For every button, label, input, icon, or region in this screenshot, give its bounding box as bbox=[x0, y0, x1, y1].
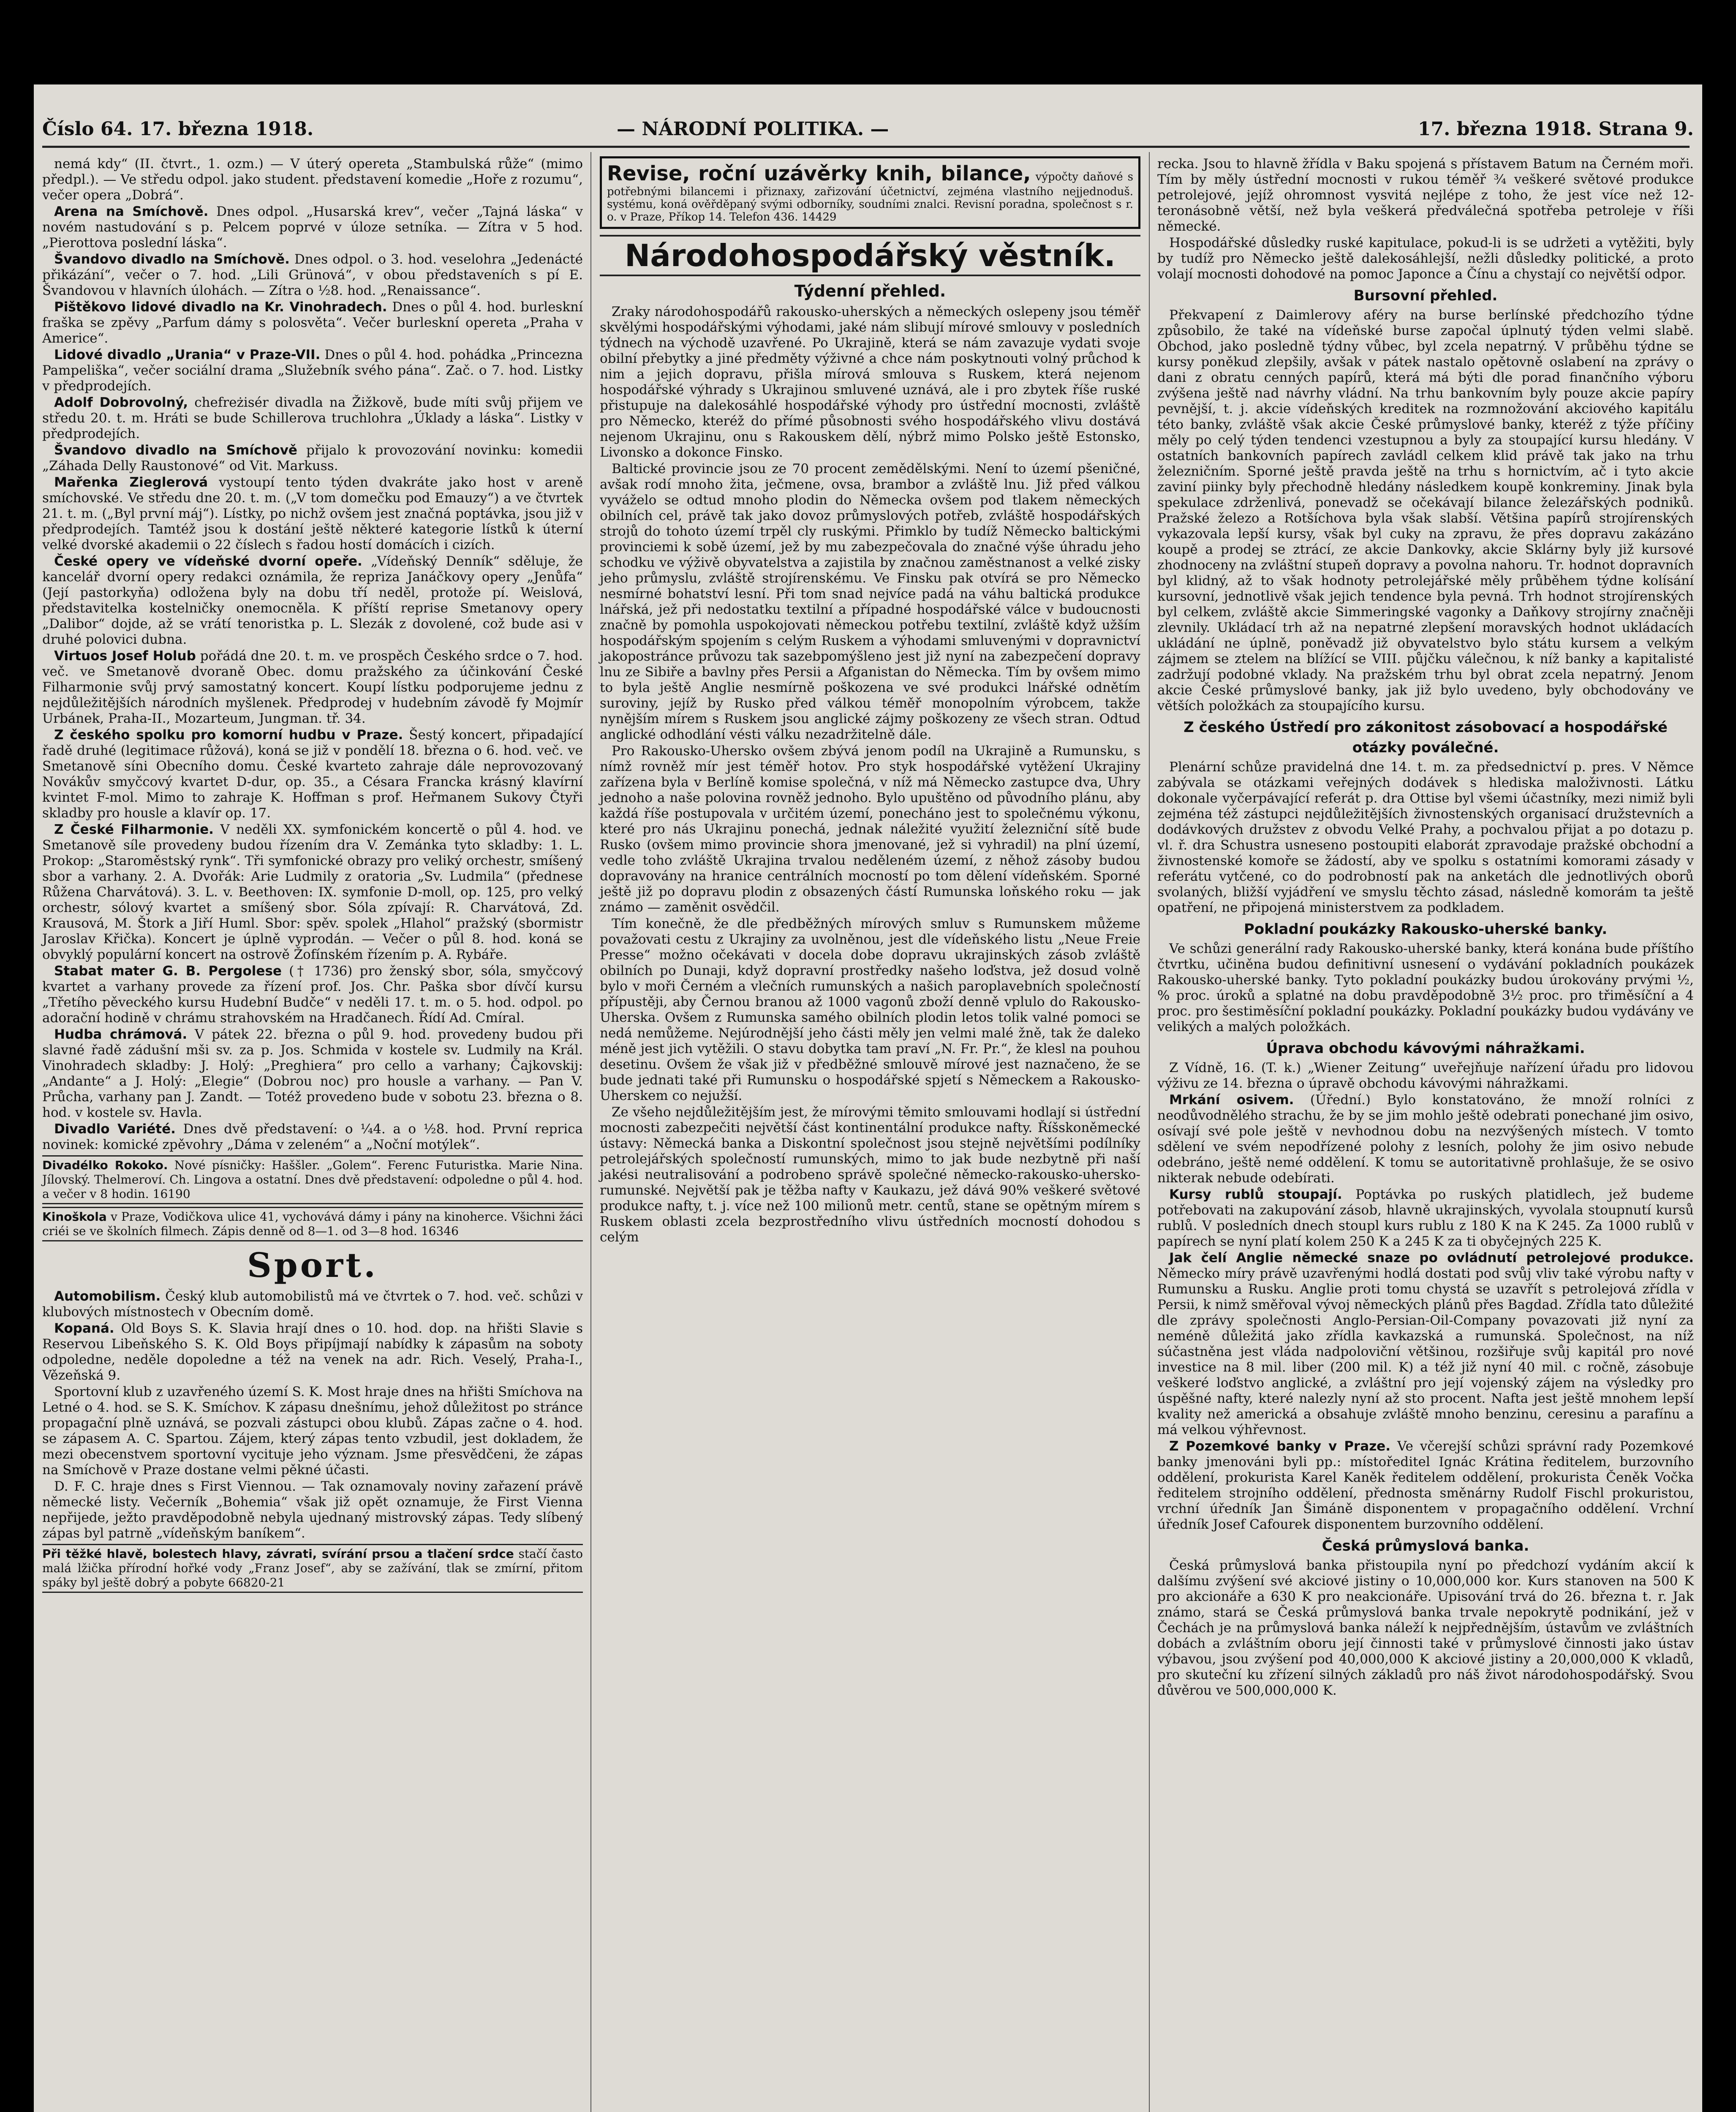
paragraph bbox=[42, 1027, 583, 1121]
item-heading: Z České Filharmonie. bbox=[54, 822, 214, 837]
column-divider bbox=[590, 152, 591, 2112]
item-text: chefreżisér divadla na Žižkově, bude míti svůj přijem ve středu 20. t. m. Hráti se bude Schillerova truchlohra „Úklady a láska“. Listky v předprodejích. bbox=[42, 395, 583, 441]
ad-heading: Divadélko Rokoko. bbox=[42, 1158, 168, 1172]
paragraph bbox=[42, 475, 583, 553]
item-heading: Stabat mater G. B. Pergolese bbox=[54, 963, 282, 979]
paragraph bbox=[42, 443, 583, 474]
item-heading: Kopaná. bbox=[54, 1321, 114, 1336]
item-heading: Jak čelí Anglie německé snaze po ovládnutí petrolejové produkce. bbox=[1169, 1250, 1694, 1266]
section-heading: Z českého Ústředí pro zákonitost zásobovací a hospodářské otázky poválečné. bbox=[1184, 719, 1668, 756]
ad-heading: Kinoškola bbox=[42, 1210, 107, 1224]
section-subtitle: Týdenní přehled. bbox=[794, 282, 946, 300]
paragraph bbox=[42, 648, 583, 727]
item-heading: Švandovo divadlo na Smíchově bbox=[54, 443, 297, 458]
item-heading: Mrkání osivem. bbox=[1169, 1092, 1294, 1108]
item-text: Old Boys S. K. Slavia hrají dnes o 10. hod. dop. na hřišti Slavie s Reservou Libeňského S. K. Old Boys připíjmají nabídky k zápasům na soboty odpoledne, neděle dopoledne a též na venek na adr. Rich. Veselý, Praha-I., Vězeňská 9. bbox=[42, 1321, 583, 1383]
paragraph bbox=[42, 727, 583, 821]
item-heading: Adolf Dobrovolný, bbox=[54, 395, 188, 410]
paragraph bbox=[1157, 1439, 1694, 1532]
item-text: Dnes o půl 4. hod. pohádka „Princezna Pampeliška“, večer sociální drama „Služebník svého pána“. Zač. o 7. hod. Listky v předprodejích. bbox=[42, 347, 583, 394]
paragraph bbox=[42, 554, 583, 648]
paragraph: Ze všeho nejdůležitějším jest, že mírovými těmito smlouvami hodlají si ústřední mocnosti zabezpečiti největší část kontinentální produkce nafty. Říšskoněmecké ústavy: Německá banka a Diskontní společnost jsou stejně největšími podílníky petrolejářských společností rumunských, mimo to jak bude nezbytně při naší jakési neutralisování a podrobeno správě společné německo-rakousko-uhersko-rumunské. Největší pak je těžba nafty v Kaukazu, jež dává 90% veškeré světové produkce nafty, t. j. více než 100 milionů metr. centů, stane se opětným mírem s Ruskem oblasti zcela bezprostředního vlivu ústředních mocností dohodou s celým bbox=[600, 1105, 1140, 1245]
paragraph: Překvapení z Daimlerovy aféry na burse berlínské předchozího týdne způsobilo, že také na vídeňské burse započal úplnutý týden velmi slabě. Obchod, jako posledně týdny vůbec, byl zcela nepatrný. V průběhu týdne se kursy poněkud zlepšily, avšak v pátek nastalo opětovně oslabení na zprávy o dani z obratu cenných papírů, která má býti dle porad finančního výboru zvýšena ještě nad návrhy vládní. Na trhu bankovním byly pouze akcie papíry pevnější, t. j. akcie vídeňských kreditek na rozmnožování akciového kapitálu této banky, zvláště však akcie České průmyslové banky, kteréž z týže příčiny měly po celý týden tendenci vzestupnou a byly za stoupající kursu hledány. V ostatních bankovních papírech zavládl celkem klid právě tak jako na trhu železničním. Sporné ještě pravda ještě na trhu s hornictvím, ač i tyto akcie zaviní piinky byly přechodně hledány následkem koupě konkreminy. Jinak byla spekulace zdrženlivá, ponevadž se očekávají bilance železářských podniků. Pražské železo a Rotšíchova byla však slabší. Většina papírů strojírenských vykazovala lepší kursy, však byl cuky na zpravu, že přes dopravu zakázáno koupě a prodej se ztrácí, ze akcie Dankovky, akcie Sklárny byly již kursové zhodnoceny na zvláštní stupeň dopravy a povolna nahoru. Tr. hodnot dopravních byl klidný, až to však hodnoty petrolejářské měly průběhem týdne kolísání kursovní, jednotlivě však jejich tendence byla pevná. Trh hodnot strojírenských byl celkem, zvláště akcie Simmeringské vagonky a Daňkovy strojírny značněji zlevnily. Ukládací trh až na nepatrné zlepšení moravských hodnot ukládacích ukládání ne úplně, poněvadž již obyvatelstvo bylo státu kursem a velkým zájmem se ztelem na blížící se VIII. půjčku válečnou, k níž banky a kapitalisté zadržují podobné vklady. Na pražském trhu byl obrat zcela nepatrný. Jenom akcie České průmyslové banky, jak již bylo uvedeno, byly obchodovány ve větších položkách za stoupajícího kursu. bbox=[1157, 308, 1694, 713]
item-text: Německo míry právě uzavřenými hodlá dostati pod svůj vliv také výrobu nafty v Rumunsku a Rusku. Anglie proti tomu chystá se uzavřít s petrolejová zřídla v Persii, k nimž směřoval vývoj německých plánů přes Bagdad. Zřídla tato důležité dle zprávy společnosti Anglo-Persian-Oil-Company povazovati již nyní za neméně důležitá jako zřídla kavkazská a rumunská. Společnost, na níž súčastněna jest vláda nadpoloviční většinou, rozšiřuje svůj kapitál pro nové investice na 8 mil. liber (200 mil. K) a též již nyní 40 mil. c ročně, zásobuje veškeré loďstvo anglické, a zvláštní pro její vojenský zájem na výsledky pro úspěšné nafty, které nalezly nyní až sto procent. Nafta jest ještě mnohem lepší kvality než americká a obsahuje zvláště mnoho benzinu, ceresinu a parafínu a má velkou výhřevnost. bbox=[1157, 1266, 1694, 1437]
section-heading: Bursovní přehled. bbox=[1353, 287, 1498, 304]
column-divider bbox=[1149, 152, 1150, 2112]
section-heading: Pokladní poukázky Rakousko-uherské banky. bbox=[1243, 921, 1608, 938]
paragraph bbox=[42, 395, 583, 442]
paragraph: Hospodářské důsledky ruské kapitulace, pokud-li is se udržeti a vytěžiti, byly by tudíž pro Německo ještě dalekosáhlejší, nežli důsledky politické, a proto volají mocnosti dohodové na pomoc Japonce a Čínu a chystají co největší odpor. bbox=[1157, 235, 1694, 282]
ad-heading: Při těžké hlavě, bolestech hlavy, závrati, svírání prsou a tlačení srdce bbox=[42, 1547, 514, 1561]
item-heading: České opery ve vídeňské dvorní opeře. bbox=[54, 554, 362, 569]
section-heading: Česká průmyslová banka. bbox=[1322, 1538, 1529, 1554]
paragraph: Sportovní klub z uzavřeného území S. K. Most hraje dnes na hřišti Smíchova na Letné o 4. hod. se S. K. Smíchov. K zápasu dnešnímu, jehož důležitost po stránce propagační plně uznává, se pozvali zástupci obou klubů. Zápas začne o 4. hod. se zápasem A. C. Spartou. Zájem, který zápas tento vzbudil, jest dokladem, že mezi obecenstvem sportovní vycituje jeho význam. Jsme přesvědčeni, že zápas na Smíchově v Praze dostane velmi pěkné účasti. bbox=[42, 1384, 583, 1478]
item-text: Dnes dvě představení: o ¼4. a o ½8. hod. První repriса novinek: komické zpěvohry „Dáma v zeleném“ a „Noční motýlek“. bbox=[42, 1121, 583, 1152]
item-heading: Hudba chrámová. bbox=[54, 1027, 188, 1042]
paragraph: Ve schůzi generální rady Rakousko-uherské banky, která konána bude příštího čtvrtku, učiněna budou definitivní usnesení o vydávání pokladních poukázek Rakousko-uherské banky. Tyto pokladní poukázky budou úrokovány prvými ½, % proc. úroků a splatné na dobu pravděpodobně 3½ proc. pro třiměsíční a 4 proc. pro šestiměsíční pokladní poukázky. Pokladní poukázky budou vydávány ve velikých a malých položkách. bbox=[1157, 941, 1694, 1034]
paragraph bbox=[42, 1321, 583, 1383]
paragraph: D. F. C. hraje dnes s First Viennou. — Tak oznamovaly noviny zařazení právě německé listy. Večerník „Bohemia“ však již opět oznamuje, že First Vienna nepřijede, ježto pravděpodobně nebyla ujednaný mistrovský zápas. Tedy slíbený zápas byl patrně „vídeňským baníkem“. bbox=[42, 1479, 583, 1541]
paragraph bbox=[42, 299, 583, 346]
paragraph: recka. Jsou to hlavně žřídla v Baku spojená s přístavem Batum na Černém moři. Tím by měly ústřední mocnosti v rukou téměř ¾ veškeré světové produkce petrolejové, jejíž ohromnost vysvitá nejlépe z toho, že jest více než 12-teronásobně větší, než byla veškerá předválečná spotřeba petroleje v říši německé. bbox=[1157, 156, 1694, 234]
item-text: pořádá dne 20. t. m. ve prospěch Českého srdce o 7. hod. več. ve Smetanově dvoraně Obec. domu pražského za účinkování České Filharmonie svůj prvý samostatný koncert. Koupí lístku podporujeme jednu z nejdůležitějších národních myšlenek. Předprodej v hudebním závodě fy Mojmír Urbánek, Praha-II., Mozarteum, Jungman. tř. 34. bbox=[42, 648, 583, 726]
paragraph bbox=[42, 963, 583, 1026]
item-heading: Lidové divadlo „Urania“ v Praze-VII. bbox=[54, 347, 321, 362]
column-right bbox=[1157, 156, 1694, 1699]
paragraph: Pro Rakousko-Uhersko ovšem zbývá jenom podíl na Ukrajině a Rumunsku, s nímž rovněž mír jest téměř hotov. Pro styk hospodářské vytěžení Ukrajiny zařízena byla v Berlíně komise společná, v níž má Německo zastupce dva, Uhry jednoho a naše polovina rovněž jednoho. Bylo upuštěno od původního plánu, aby každá říše postupovala v určitém území, ponecháno jest to společnému výkonu, které pro nás Ukrajinu ponechá, jednak náležité využití železniční sítě bude Rusko (ovšem mimo provincie shora jmenované, jež si vyhradil) na plní území, vedle toho zvláště Ukrajina trvalou neděleném území, z něhož zásoby budou dopravovány na hranice centrálních mocností po tom dělení vídeňském. Sporné ještě již po dopravu plodin z obsazených částí Rumunska loňského roku — jak známo — zaměnit osvědčil. bbox=[600, 743, 1140, 915]
header-masthead: — NÁRODNÍ POLITIKA. — bbox=[617, 118, 889, 140]
page-header bbox=[42, 118, 1694, 148]
item-heading: Z českého spolku pro komorní hudbu v Praze. bbox=[54, 727, 403, 743]
paragraph bbox=[42, 822, 583, 963]
item-text: V pátek 22. března o půl 9. hod. provedeny budou při slavné řadě zádušní mši sv. za p. Jos. Schmida v kostele sv. Ludmily na Král. Vinohradech skladby: J. Holý: „Preghiera“ pro cello a varhany; Čajkovskij: „Andante“ a J. Holý: „Elegie“ (Dobrou noc) pro housle a varhany. — Pan V. Průcha, varhany pan J. Zandt. — Totéž provedeno bude v sobotu 23. března o 8. hod. v kostele sv. Havla. bbox=[42, 1027, 583, 1120]
paragraph bbox=[1157, 1187, 1694, 1249]
item-text: „Vídeňský Denník“ sděluje, že kancelář dvorní opery redakci oznámila, že repriza Janáčkovy opery „Jenůfa“ (Její pastorkyňa) odložena byly na dobu tří neděl, protože pí. Weislová, představitelka kostelničky onemocněla. K příští reprise Smetanovy opery „Dalibor“ dojde, až se vrátí tenoristka p. L. Slezák z dovolené, což bude asi v druhé polovici dubna. bbox=[42, 554, 583, 647]
item-heading: Arena na Smíchově. bbox=[54, 204, 209, 219]
column-middle bbox=[600, 156, 1140, 1246]
item-heading: Z Pozemkové banky v Praze. bbox=[1169, 1439, 1390, 1454]
paragraph: Plenární schůze pravidelná dne 14. t. m. za předsednictví p. pres. V Němce zabývala se otázkami veřejných dodávek s hlediska maloživnosti. Látku dokonale vyčerpávající referát p. dra Ottise byl všemi účastníky, mezi nimiž byli zejména též zástupci nejdůležitějších živnostenských organisací družstevních a dodávkových družstev z obvodu Velké Prahy, a pochvalou přijat a po dotazu p. vl. ř. dra Schustra usneseno postoupiti elaborát zpravodaje pražské obchodní a živnostenské komoře se žádostí, aby ve spolku s ostatními komorami zásady v referátu vytčené, co do podrobností pak na anketách dle jednotlivých oborů svolaných, bližší vyjádření ve smyslu těchto zásad, následně komorám ta ještě opatření, ne připojená ministerstvem za podkladem. bbox=[1157, 759, 1694, 915]
item-heading: Divadlo Variété. bbox=[54, 1121, 176, 1137]
ad-text: v Praze, Vodičkova ulice 41, vychovává dámy i pány na kinoherce. Všichni žáci criéi se ve školních filmech. Zápis denně od 8—1. od 3—8 hod. 16346 bbox=[42, 1210, 583, 1238]
paragraph: Česká průmyslová banka přistoupila nyní po předchozí vydáním akcií k dalšímu zvýšení své akciové jistiny o 10,000,000 kor. Kurs stanoven na 500 K pro akcionáře a 630 K pro neakcionáře. Upisování trvá do 26. března t. r. Jak známo, stará se Česká průmyslová banka trvale nepokrytě podnikání, jež v Čechách je na průmyslová banka náleží k nejpřednějším, ústavům ve zvláštních dobách a zvláštním oboru její činnosti také v průmyslové činnosti jako ústav výbavou, jsou zvýšení pod 40,000,000 K akciové jistiny a 20,000,000 K vkladů, pro skuteční ku zřízení silných základů pro náš život národohospodářský. Svou důvěrou ve 500,000,000 K. bbox=[1157, 1558, 1694, 1698]
item-heading: Mařenka Zieglerová bbox=[54, 475, 208, 490]
item-heading: Automobilism. bbox=[54, 1289, 161, 1304]
item-text: Šestý koncert, připadající řadě druhé (legitimace růžová), koná se již v pondělí 18. března o 6. hod. več. ve Smetanově síni Obecního domu. České kvarteto zahraje dále neprovozovaný Novákův smyčcový kvartet D-dur, op. 35., a Césara Francka krásný klavírní kvintet F-mol. Mimo to zahraje K. Hoffman s prof. Heřmanem Sukovy Čtyři skladby pro housle a klavír op. 17. bbox=[42, 727, 583, 821]
item-heading: Švandovo divadlo na Smíchově. bbox=[54, 252, 290, 267]
advertisement-box bbox=[600, 156, 1140, 229]
item-text: Dnes o půl 4. hod. burleskní fraška se zpěvy „Parfum dámy s polosvěta“. Večer burleskní opereta „Praha v Americe“. bbox=[42, 299, 583, 346]
paragraph: Tím konečně, že dle předběžných mírových smluv s Rumunskem můžeme považovati cestu z Ukrajiny za uvolněnou, jest dle vídeňského listu „Neue Freie Presse“ možno očekávati v docela dobe dopravu ukrajinských zásob zvláště obilních po Dunaji, když dopravní prostředky našeho loďstva, jež dosud volně bylo v moři Černém a vlečních rumunských a našich paroplavebních společností přípustěji, aby Černou branou až 1000 vagonů zboží denně vplulo do Rakousko-Uherska. Ovšem z Rumunska samého obilních plodin letos tolik valné pomoci se nedá nemůžeme. Nejúrodnější jeho části měly jen velmi malé žně, tak že daleko méně jest jich vytěžili. O stavu dobytka tam praví „N. Fr. Pr.“, že klesl na pouhou desetinu. Ovšem že však již v předběžné smlouvě mírové jest naznačeno, že se bude jednati také při Rumunsku o hospodářské spjetí s Německem a Rakousko-Uherskem co nejužší. bbox=[600, 916, 1140, 1103]
item-text: Ve včerejší schůzi správní rady Pozemkové banky jmenováni byli pp.: místoředitel Ignác Krátina ředitelem, burzovního oddělení, prokurista Karel Kaněk ředitelem oddělení, prokurista Čeněk Vočka ředitelem strojního oddělení, přednosta směnárny Rudolf Fischl prokuristou, vrchní úředník Jan Šimáně disponentem v propagačního oddělení. Vrchní úředník Josef Cafourek disponentem burzovního oddělení. bbox=[1157, 1439, 1694, 1532]
item-heading: Kursy rublů stoupají. bbox=[1169, 1187, 1342, 1202]
paragraph bbox=[42, 252, 583, 299]
ad-title: Revise, roční uzávěrky knih, bilance, bbox=[607, 162, 1031, 185]
section-heading: Úprava obchodu kávovými náhražkami. bbox=[1266, 1040, 1585, 1057]
section-title: Národohospodářský věstník. bbox=[600, 235, 1140, 276]
paragraph bbox=[42, 1289, 583, 1320]
advertisement bbox=[42, 1207, 583, 1241]
section-title-sport: Sport. bbox=[247, 1245, 378, 1285]
item-heading: Virtuos Josef Holub bbox=[54, 648, 196, 664]
paragraph bbox=[42, 204, 583, 251]
item-text: Dnes odpol. o 3. hod. veselohra „Jedenácté přikázání“, večer o 7. hod. „Lili Grünová“, v obou představeních s pí E. Švandovou v hlavních úlohách. — Zítra o ½8. hod. „Renaissance“. bbox=[42, 252, 583, 298]
item-text: († 1736) pro ženský sbor, sóla, smyčcový kvartet a varhany provede za řízení prof. Jos. Chr. Paška sbor dívčí kursu „Třetího pěveckého kursu Hudební Budče“ v neděli 17. t. m. o 5. hod. odpol. po adorační hodině v chrámu strahovském na Hradčanech. Řídí Ad. Cmíral. bbox=[42, 963, 583, 1026]
paragraph bbox=[42, 1121, 583, 1153]
paragraph: Baltické provincie jsou ze 70 procent zemědělskými. Není to území pšeničné, avšak rodí mnoho žita, ječmene, ovsa, brambor a zvláště lnu. Již před válkou vyváželo se odtud mnoho plodin do Německa ovšem pod tlakem německých obilních cel, právě tak jako dovoz průmyslových potřeb, zvláště hospodářských strojů do tohoto území trpěl cly ruskými. Přimklo by tudíž Německo baltickými provinciemi k sobě území, jež by mu zabezpečovala do značné výše úhradu jeho schodku ve výživě obyvatelstva a zajistila by značnou zaměstnanost a velké zisky jeho průmyslu, zvláště strojírenskému. Ve Finsku pak otvírá se pro Německo nesmírné bohatství lesní. Při tom snad nejvíce padá na váhu baltická produkce lnářská, jež při nedostatku textilní a případné hospodářské válce v budoucnosti značně by pomohla uspokojovati německou potřebu textilní, zvláště když užším hospodářským spojením s celým Ruskem a výhodami smluvenými v dopravnictví jakopostránce průvozu tak sazebpomýšleno jest již nyní na zabezpečení dopravy lnu ze Sibiře a bavlny přes Persii a Afganistan do Německa. Tím by ovšem mimo to byla ještě Anglie nesmírně poškozena ve své produkci lnářské odnětím suroviny, jejíž by Rusko před válkou téměř monopolním výrobcem, takže nynějším mírem s Ruskem jsou anglické zájmy poškozeny ze všech stran. Odtud anglické odhodlání vésti válku nezadržitelně dále. bbox=[600, 461, 1140, 742]
item-text: (Úřední.) Bylo konstatováno, že množí rolníci z neodůvodnělého strachu, že by se jim mohlo ještě odebrati ponechané jim osivo, osívají své pole ještě v nevhodnou dobu na nezvýšených místech. V tomto sdělení ve svém nepodřízené polohy z lesních, polohy že jim osivo nebude odebráno, ještě nemé oddělení. K tomu se autoritativně prohlašuje, že se osivo nikterak nebude odebírati. bbox=[1157, 1092, 1694, 1186]
header-rule bbox=[42, 146, 1690, 148]
item-text: Český klub automobilistů má ve čtvrtek o 7. hod. več. schůzi v klubových místnostech v Obecním domě. bbox=[42, 1289, 583, 1320]
item-text: Dnes odpol. „Husarská krev“, večer „Tajná láska“ v novém nastudování s p. Pelcem poprvé v úloze setníka. — Zítra v 5 hod. „Pierottova poslední láska“. bbox=[42, 204, 583, 250]
paragraph bbox=[42, 347, 583, 394]
paragraph bbox=[1157, 1250, 1694, 1438]
ad-text: Nové písničky: Haššler. „Golem“. Ferenc Futuristka. Marie Nina. Jílovský. Thelmeroví. Ch. Lingova a ostatní. Dnes dvě představení: odpoledne o půl 4. hod. a večer v 8 hodin. 16190 bbox=[42, 1158, 583, 1201]
item-heading: Pištěkovo lidové divadlo na Kr. Vinohradech. bbox=[54, 299, 387, 315]
header-issue: Číslo 64. 17. března 1918. bbox=[42, 118, 314, 140]
paragraph: nemá kdy“ (II. čtvrt., 1. ozm.) — V úterý opereta „Stambulská růže“ (mimo předpl.). — Ve středu odpol. jako student. představení komedie „Hoře z rozumu“, večer opera „Dobrá“. bbox=[42, 156, 583, 203]
item-text: Poptávka po ruských platidlech, jež budeme potřebovati na zakupování zásob, hlavně ukrajinských, vyvolala stoupnutí kursů rublů. V posledních dnech stoupl kurs rublu z 180 K na K 245. Za 1000 rublů v papírech se nyní platí kolem 250 K a 245 K za ti obyčejných 225 K. bbox=[1157, 1187, 1694, 1249]
paragraph: Zraky národohospodářů rakousko-uherských a německých oslepeny jsou téměř skvělými hospodářskými výhodami, jaké nám slibují mírové smlouvy v posledních týdnech na východě uzavřené. Po Ukrajině, která se nám zavazuje vydati svoje obilní přebytky a jiné předměty výživné a chce nám poskytnouti volný průchod k nim a jejich dopravu, přišla mírová smlouva s Ruskem, která nejenom hospodářské výhrady s Ukrajinou smluvené uznává, ale i pro zbytek říše ruské přistupuje na dalekosáhlé hospodářské výhody pro ústřední mocnosti, zvláště pro Německo, kteréž do přímé působnosti svého hospodářského vlivu dostává nejenom Ukrajinu, onu s Rakouskem dělí, nýbrž mimo Polsko ještě Estonsko, Livonsko a dokonce Finsko. bbox=[600, 304, 1140, 460]
item-text: vystoupí tento týden dvakráte jako host v areně smíchovské. Ve středu dne 20. t. m. („V tom domečku pod Emauzy“) a ve čtvrtek 21. t. m. („Byl první máj“). Lístky, po nichž ovšem jest značná poptávka, jsou již v předprodejích. Tamtéž jsou k dostání ještě některé kategorie lístků k úterní velké dvorské akademii o 22 číslech s řadou hostí domácích i cizích. bbox=[42, 475, 583, 552]
ad-text: výpočty daňové s potřebnými bilancemi i přiznaxy, zařizování účetnictví, zejména vlastního nejjednoduš. systému, koná ověřděpaný svými odborníky, soudními znalci. Revisní poradna, společnost s r. o. v Praze, Příkop 14. Telefon 436. 14429 bbox=[607, 171, 1134, 223]
paragraph bbox=[1157, 1092, 1694, 1186]
item-text: V neděli XX. symfonickém koncertě o půl 4. hod. ve Smetanově síle provedeny budou řízením dra V. Zemánka tyto skladby: 1. L. Prokop: „Staroměstský rynk“. Tři symfonické obrazy pro veliký orchestr, smíšený sbor a varhany. 2. A. Dvořák: Arie Ludmily z oratoria „Sv. Ludmila“ (přednese Růžena Charvátová). 3. L. v. Beethoven: IX. symfonie D-moll, op. 125, pro velký orchestr, sólový kvartet a smíšený sbor. Sóla zpívají: R. Charvátová, Zd. Krausová, M. Štork a Jiří Huml. Sbor: spěv. spolek „Hlahol“ pražský (sbormistr Jaroslav Křička). Koncert je úplně vyprodán. — Večer o půl 8. hod. koná se obvyklý populární koncert na ostrově Žofínském řízením p. A. Rybáře. bbox=[42, 822, 583, 962]
paragraph: Z Vídně, 16. (T. k.) „Wiener Zeitung“ uveřejňuje nařízení úřadu pro lidovou výživu ze 14. března o úpravě obchodu kávovými náhražkami. bbox=[1157, 1060, 1694, 1091]
advertisement bbox=[42, 1544, 583, 1593]
item-text: přijalo k provozování novinku: komedii „Záhada Delly Raustonové“ od Vit. Markuss. bbox=[42, 443, 583, 474]
ad-text: stačí často malá lžička přírodní hořké vody „Franz Josef“, aby se zažívání, tlak se zmírní, přitom spáky byl ještě dobrý a pobyte 66820-21 bbox=[42, 1547, 583, 1589]
advertisement bbox=[42, 1155, 583, 1204]
newspaper-page bbox=[34, 84, 1702, 2112]
column-left bbox=[42, 156, 583, 1595]
header-page-number: 17. března 1918. Strana 9. bbox=[1418, 118, 1694, 140]
